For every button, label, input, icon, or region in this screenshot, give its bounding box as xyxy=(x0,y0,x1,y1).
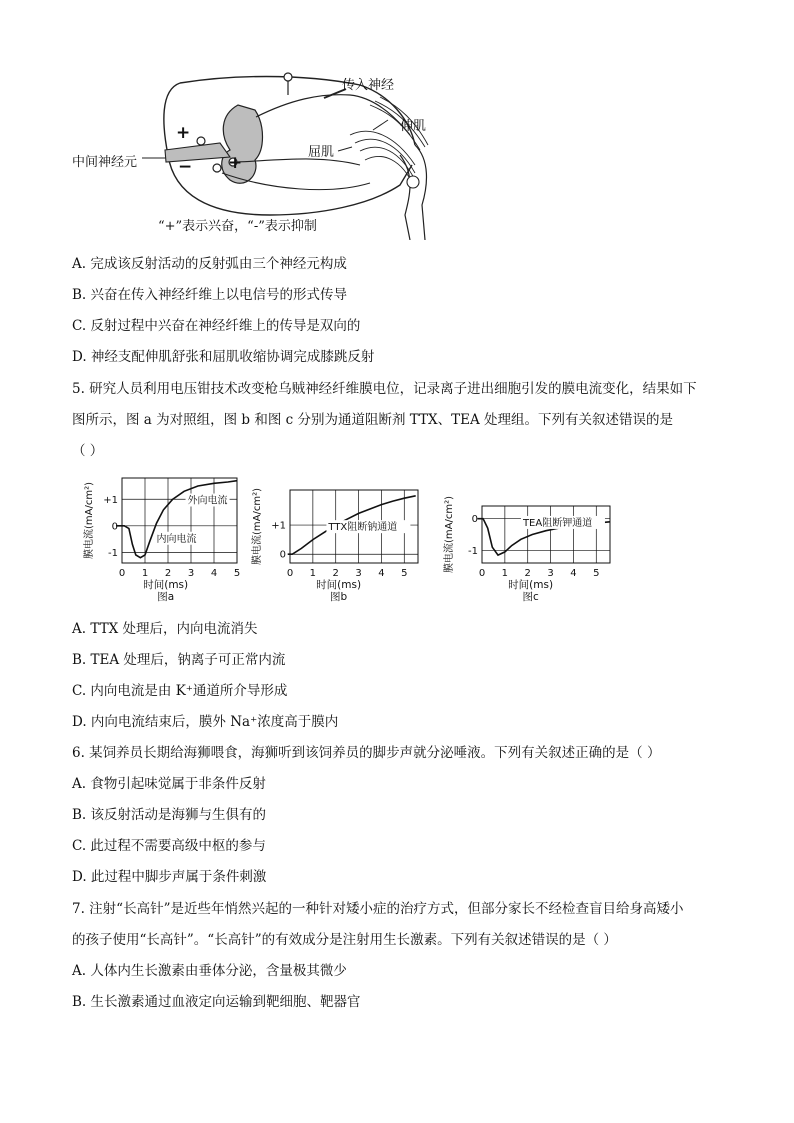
y-tick-label: 0 xyxy=(279,549,286,561)
x-tick-label: 4 xyxy=(570,568,577,579)
x-tick-label: 2 xyxy=(524,568,531,579)
annotation-label: 外向电流 xyxy=(187,495,228,507)
x-tick-label: 2 xyxy=(164,568,172,579)
x-axis-label: 时间(ms) xyxy=(316,579,362,591)
annotation-label: TTX阻断钠通道 xyxy=(328,522,398,534)
q5-option-a: A. TTX 处理后，内向电流消失 xyxy=(72,621,258,637)
x-tick-label: 1 xyxy=(141,568,149,579)
q6-option-b: B. 该反射活动是海狮与生俱有的 xyxy=(72,807,267,823)
reflex-arc-figure xyxy=(70,65,470,240)
x-tick-label: 0 xyxy=(478,568,486,579)
x-tick-label: 0 xyxy=(286,568,294,579)
x-tick-label: 3 xyxy=(355,568,362,579)
x-tick-label: 4 xyxy=(378,568,385,579)
chart-frame xyxy=(122,478,237,563)
chart-2 xyxy=(442,496,610,603)
chart-1 xyxy=(250,488,418,603)
sign-plus-1: + xyxy=(176,123,191,143)
q6-option-c: C. 此过程不需要高级中枢的参与 xyxy=(72,838,266,854)
chart-title: 图c xyxy=(522,591,539,603)
q4-option-c: C. 反射过程中兴奋在神经纤维上的传导是双向的 xyxy=(72,318,361,334)
x-tick-label: 2 xyxy=(332,568,339,579)
x-tick-label: 3 xyxy=(547,568,554,579)
q4-option-a: A. 完成该反射活动的反射弧由三个神经元构成 xyxy=(72,256,347,272)
q4-option-d: D. 神经支配伸肌舒张和屈肌收缩协调完成膝跳反射 xyxy=(72,349,375,365)
q7-stem-line2: 的孩子使用“长高针”。“长高针”的有效成分是注射用生长激素。下列有关叙述错误的是（ ） xyxy=(72,932,617,948)
y-axis-label: 膜电流(mA/cm²) xyxy=(252,487,263,566)
q5-option-c: C. 内向电流是由 K⁺通道所介导形成 xyxy=(72,683,288,699)
y-axis-label: 膜电流(mA/cm²) xyxy=(84,481,95,560)
q5-stem-line2: 图所示，图 a 为对照组，图 b 和图 c 分别为通道阻断剂 TTX、TEA 处理组。下列有关叙述错误的是 xyxy=(72,412,674,428)
chart-title: 图a xyxy=(157,591,175,603)
x-tick-label: 5 xyxy=(233,568,241,579)
q6-option-a: A. 食物引起味觉属于非条件反射 xyxy=(72,776,266,792)
x-axis-label: 时间(ms) xyxy=(143,579,189,591)
annotation-label: TEA阻断钾通道 xyxy=(522,517,593,529)
q5-stem-line3: （ ） xyxy=(72,443,104,459)
q4-option-b: B. 兴奋在传入神经纤维上以电信号的形式传导 xyxy=(72,287,348,303)
y-tick-label: 0 xyxy=(111,521,118,533)
q5-stem-line1: 5. 研究人员利用电压钳技术改变枪乌贼神经纤维膜电位，记录离子进出细胞引发的膜电流变化，结果如下 xyxy=(72,381,697,397)
q6-stem: 6. 某饲养员长期给海狮喂食，海狮听到该饲养员的脚步声就分泌唾液。下列有关叙述正确的是（ ） xyxy=(72,745,661,761)
x-axis-label: 时间(ms) xyxy=(508,579,554,591)
q7-option-b: B. 生长激素通过血液定向运输到靶细胞、靶器官 xyxy=(72,994,361,1010)
figure1-caption: “+”表示兴奋，“-”表示抑制 xyxy=(158,219,317,234)
label-extensor: 伸肌 xyxy=(400,119,427,134)
label-afferent-nerve: 传入神经 xyxy=(342,78,395,93)
x-tick-label: 0 xyxy=(118,568,126,579)
y-tick-label: -1 xyxy=(108,547,118,559)
annotation-label: 内向电流 xyxy=(156,533,197,545)
y-axis-label: 膜电流(mA/cm²) xyxy=(444,495,455,574)
y-tick-label: 0 xyxy=(471,514,478,526)
q5-option-b: B. TEA 处理后，钠离子可正常内流 xyxy=(72,652,286,668)
y-tick-label: +1 xyxy=(271,520,286,532)
label-interneuron: 中间神经元 xyxy=(72,155,138,170)
x-tick-label: 5 xyxy=(401,568,408,579)
x-tick-label: 3 xyxy=(187,568,195,579)
y-tick-label: +1 xyxy=(103,494,118,506)
chart-title: 图b xyxy=(330,591,348,603)
series-line xyxy=(116,481,237,558)
chart-0 xyxy=(82,478,240,603)
q6-option-d: D. 此过程中脚步声属于条件刺激 xyxy=(72,869,267,885)
q7-option-a: A. 人体内生长激素由垂体分泌，含量极其微少 xyxy=(72,963,347,979)
x-tick-label: 1 xyxy=(309,568,317,579)
membrane-current-charts xyxy=(72,468,632,608)
y-tick-label: -1 xyxy=(468,545,478,557)
x-tick-label: 1 xyxy=(501,568,509,579)
sign-minus: − xyxy=(178,157,193,177)
x-tick-label: 4 xyxy=(210,568,218,579)
q5-option-d: D. 内向电流结束后，膜外 Na⁺浓度高于膜内 xyxy=(72,714,339,730)
label-flexor: 屈肌 xyxy=(308,145,335,160)
x-tick-label: 5 xyxy=(593,568,600,579)
q7-stem-line1: 7. 注射“长高针”是近些年悄然兴起的一种针对矮小症的治疗方式，但部分家长不经检查盲目给身高矮小 xyxy=(72,901,684,917)
sign-plus-2: + xyxy=(228,153,243,173)
